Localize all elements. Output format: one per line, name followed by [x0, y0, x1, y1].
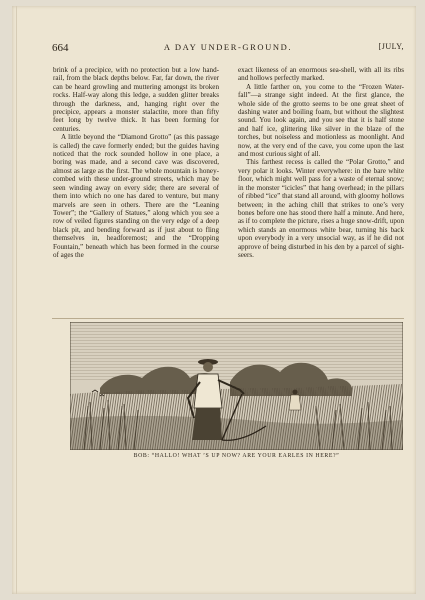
issue-month: [JULY,	[378, 42, 404, 51]
running-title: A DAY UNDER-GROUND.	[163, 42, 293, 52]
magazine-page	[12, 6, 416, 594]
paragraph: exact likeness of an enormous sea-shell, with all its ribs and hollows perfectly marked.	[238, 66, 404, 83]
wheat-field-engraving	[70, 322, 403, 450]
left-column	[53, 66, 219, 318]
paragraph: A little beyond the “Diamond Grotto” (as this passage is called) the cave formerly ended; but the guides having noticed that the rock sounded hollow in one place, a boring was made, and a second cave was discovered, almost as large as the first. The whole mountain is honey-combed with these under-ground streets, which may be seen winding away on every side; there are several of them into which no one has dared to venture, but many marvels are seen in others. There are the “Leaning Tower”; the “Gallery of Statues,” along which you see a row of veiled figures standing on the very edge of a deep black pit, and bending forward as if just about to fling themselves in, headforemost; and the “Dropping Fountain,” beneath which has been formed in the course of ages the	[53, 133, 219, 259]
page-edge	[16, 6, 17, 594]
paragraph: This farthest recess is called the “Polar Grotto,” and very polar it looks. Winter everywhere: in the bare white floor, which might well pass for a waste of eternal snow; in the monster “icicles” that hang overhead; in the pillars of ribbed “ice” that stand all around, with gloomy hollows between; in the aching chill that strikes to one’s very bones before one has stood there half a minute. And here, as if to complete the picture, rises a huge snow-drift, upon which stands an enormous white bear, turning his back upon everybody in a very unsocial way, as if he did not approve of being disturbed in his den by a parcel of sight-seers.	[238, 158, 404, 259]
running-header	[52, 42, 404, 56]
page-number: 664	[52, 42, 69, 54]
right-column	[238, 66, 404, 318]
text-rule	[52, 318, 404, 319]
illustration-caption: BOB: “HALLO! WHAT ’S UP NOW? ARE YOUR EARLES IN HERE?”	[133, 453, 340, 459]
paragraph: brink of a precipice, with no protection but a low hand-rail, from the black depths below. Far, far down, the river can be heard growling and muttering amongst its broken rocks. Half-way along this ledge, a sudden glitter breaks through the darkness, and, hanging right over the precipice, appears a monster stalactite, more than fifty feet long by twelve thick. It has been forming for centuries.	[53, 66, 219, 133]
paragraph: A little farther on, you come to the “Frozen Water-fall”—a strange sight indeed. At the first glance, the whole side of the grotto seems to be one great sheet of dashing water and boiling foam, but without the slightest sound. You look again, and you see that it is half stone and half ice, glittering like silver in the blaze of the torches, but noiseless and motionless as moonlight. And now, at the very end of the cave, you come upon the last and most curious sight of all.	[238, 82, 404, 159]
